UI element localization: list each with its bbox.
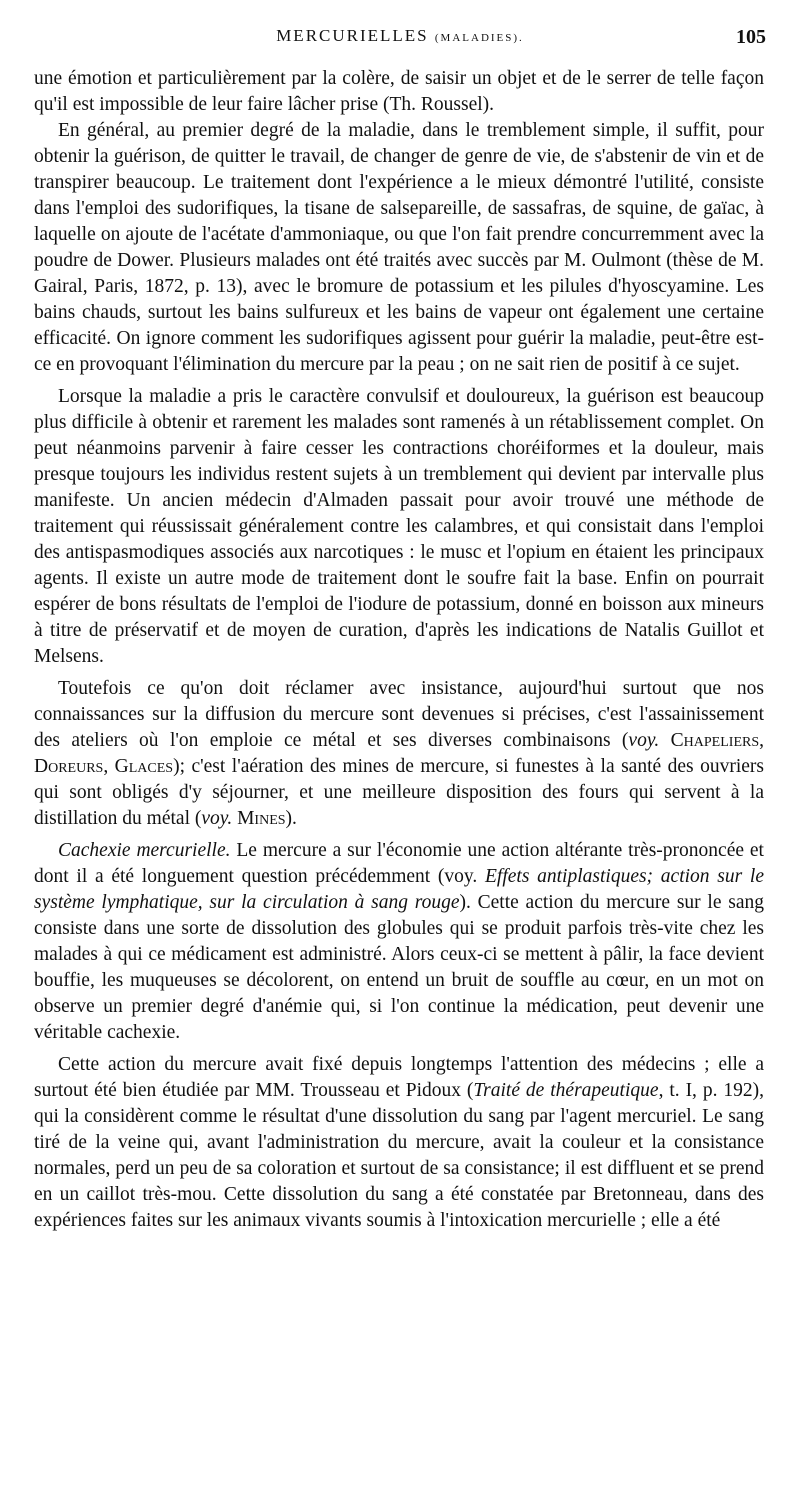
paragraph-cachexie: Cachexie mercurielle. Le mercure a sur l'économie une action altérante très-prononcée et dont il a été longuement question précédemment (voy. Effets antiplastiques; action sur le système lymphatique, sur la circulation à sang rouge). Cette action du mercure sur le sang consiste dans une sorte de dissolution des globules qui se produit parfois très-vite chez les malades à qui ce médicament est administré. Alors ceux-ci se mettent à pâlir, la face devient bouffie, les muqueuses se décolorent, on entend un bruit de souffle au cœur, en un mot on observe un premier degré d'anémie qui, si l'on continue la médication, peut devenir une véritable cachexie.: [34, 840, 764, 1043]
cross-reference: Effets antiplastiques; action sur le système lymphatique, sur la circulation à sang rouge: [34, 866, 764, 913]
cross-reference: Mines: [232, 808, 286, 829]
paragraph-trousseau: Cette action du mercure avait fixé depuis longtemps l'attention des médecins ; elle a surtout été bien étudiée par MM. Trousseau et Pidoux (Traité de thérapeutique, t. I, p. 192), qui la considèrent comme le résultat d'une dissolution du sang par l'agent mercuriel. Le sang tiré de la veine qui, avant l'administration du mercure, avait la couleur et la consistance normales, perd un peu de sa coloration et surtout de sa consistance; il est diffluent et se prend en un caillot très-mou. Cette dissolution du sang a été constatée par Bretonneau, dans des expériences faites sur les animaux vivants soumis à l'intoxication mercurielle ; elle a été: [34, 1054, 765, 1231]
voy-reference: voy.: [628, 730, 660, 751]
paragraph-sanitation: Toutefois ce qu'on doit réclamer avec insistance, aujourd'hui surtout que nos connaissances sur la diffusion du mercure sont devenues si précises, c'est l'assainissement des ateliers où l'on emploie ce métal et ses diverses combinaisons (voy. Chapeliers, Doreurs, Glaces); c'est l'aération des mines de mercure, si funestes à la santé des ouvriers qui sont obligés d'y séjourner, et une meilleure disposition des fours qui servent à la distillation du métal (voy. Mines).: [34, 678, 764, 829]
running-head: [34, 26, 766, 46]
paragraph-treatment-convulsive: Lorsque la maladie a pris le caractère convulsif et douloureux, la guérison est beaucoup plus difficile à obtenir et rarement les malades sont ramenés à un rétablissement complet. On peut néanmoins parvenir à faire cesser les contractions choréiformes et la douleur, mais presque toujours les individus restent sujets à un tremblement qui devient par intervalle plus manifeste. Un ancien médecin d'Almaden passait pour avoir trouvé une méthode de traitement qui réussissait généralement contre les calambres, et qui consistait dans l'emploi des antispasmodiques associés aux narcotiques : le musc et l'opium en étaient les principaux agents. Il existe un autre mode de traitement dont le soufre fait la base. Enfin on pourrait espérer de bons résultats de l'emploi de l'iodure de potassium, donné en boisson aux mineurs à titre de préservatif et de moyen de curation, d'après les indications de Natalis Guillot et Melsens.: [34, 386, 764, 667]
paragraph-treatment-simple: En général, au premier degré de la maladie, dans le tremblement simple, il suffit, pour obtenir la guérison, de quitter le travail, de changer de genre de vie, de s'abstenir de vin et de transpirer beaucoup. Le traitement dont l'expérience a le mieux démontré l'utilité, consiste dans l'emploi des sudorifiques, la tisane de salsepareille, de sassafras, de squine, de gaïac, à laquelle on ajoute de l'acétate d'ammoniaque, ou que l'on fait prendre concurremment avec la poudre de Dower. Plusieurs malades ont été traités avec succès par M. Oulmont (thèse de M. Gairal, Paris, 1872, p. 13), avec le bromure de potassium et les pilules d'hyoscyamine. Les bains chauds, surtout les bains sulfureux et les bains de vapeur ont également une certaine efficacité. On ignore comment les sudorifiques agissent pour guérir la maladie, peut-être est-ce en provoquant l'élimination du mercure par la peau ; on ne sait rien de positif à ce sujet.: [34, 120, 764, 375]
page-header: [34, 26, 766, 56]
paragraph-continued: une émotion et particulièrement par la colère, de saisir un objet et de le serrer de telle façon qu'il est impossible de leur faire lâcher prise (Th. Roussel).: [34, 68, 764, 115]
cross-reference: Chapeliers, Doreurs, Glaces: [34, 730, 764, 777]
running-head-title: MERCURIELLES: [276, 26, 429, 45]
voy-reference: voy.: [201, 808, 233, 829]
running-head-subtitle: (MALADIES).: [434, 32, 524, 44]
section-heading: Cachexie mercurielle.: [58, 840, 231, 861]
page-number: 105: [736, 26, 766, 48]
book-title: Traité de thérapeutique: [473, 1080, 659, 1101]
body-text: [34, 66, 764, 1240]
